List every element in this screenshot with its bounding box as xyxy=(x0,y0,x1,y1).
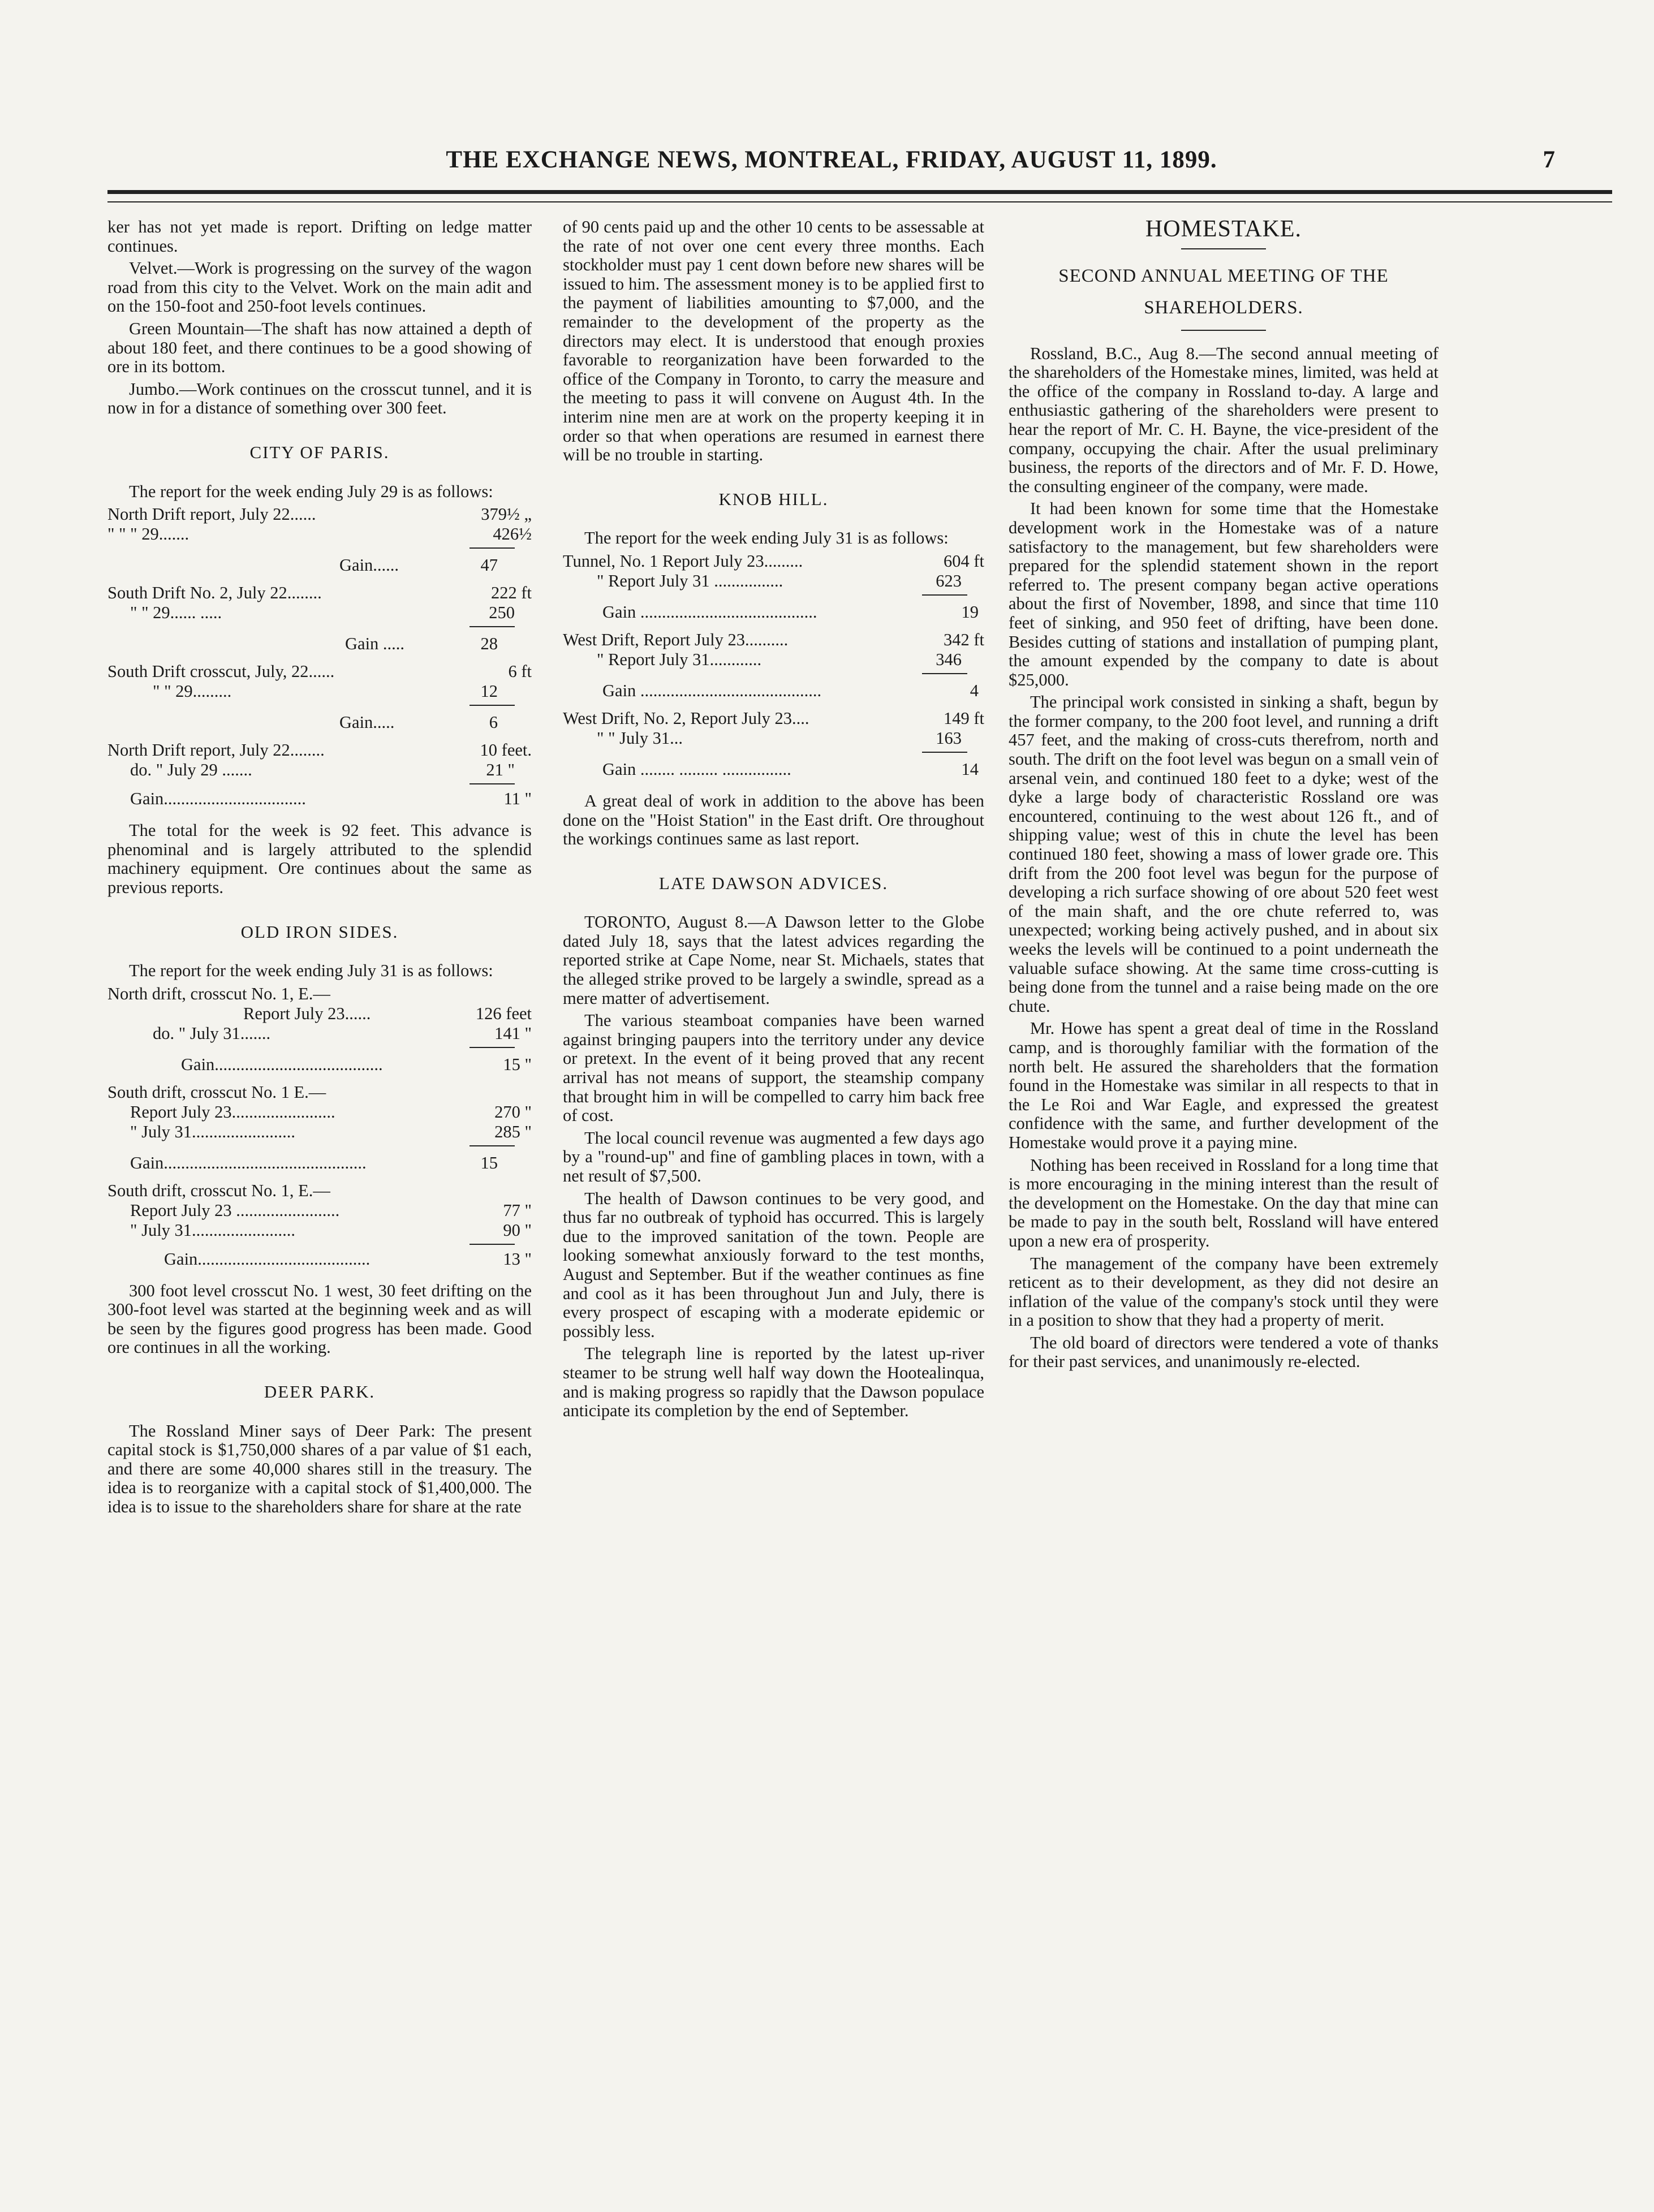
ledger-gain-row xyxy=(563,681,984,701)
ledger-value: 285 " xyxy=(494,1122,532,1141)
ledger-value: 13 " xyxy=(503,1249,532,1269)
heading-rule xyxy=(1181,330,1266,331)
article-paragraph: of 90 cents paid up and the other 10 cents to be assessable at the rate of not over one cent every three months. Each stockholder must pay 1 cent down before new shares will be issued to him. The assessment money is to be applied first to the payment of liabilities amounting to $7,000, and the remainder to the development of the property as the directors may elect. It is understood that enough proxies favorable to reorganization have been forwarded to the office of the Company in Toronto, to carry the measure and the meeting to pass it will convene on August 4th. In the interim nine men are at work on the property keeping it in order so that when operations are resumed in earnest there will be no trouble in starting. xyxy=(563,217,984,465)
section-heading-late-dawson-advices: LATE DAWSON ADVICES. xyxy=(658,873,889,893)
ledger-row xyxy=(107,583,532,603)
ledger-value: 28 xyxy=(480,634,498,654)
ledger-row xyxy=(563,571,984,591)
article-paragraph: Nothing has been received in Rossland for a long time that is more encouraging in the mining interest than the result of the development on the Homestake. On the day that mine can be made to pay in the south belt, Rossland will have entered upon a new era of prosperity. xyxy=(1009,1155,1438,1251)
article-paragraph: It had been known for some time that the Homestake development work in the Homestake was of a nature satisfactory to the management, but few shareholders were prepared for the splendid statement shown in the report referred to. The present company began active operations about the first of November, 1898, and since that time 110 feet of sinking, and 950 feet of drifting, have been done. Besides cutting of stations and installation of pumping plant, the amount expended by the company to date is about $25,000. xyxy=(1009,499,1438,689)
ledger-value: 149 ft xyxy=(943,708,984,728)
ledger-label: " " 29......... xyxy=(153,682,232,701)
column-3 xyxy=(1009,218,1438,1375)
ledger-gain-row xyxy=(107,634,532,654)
ledger-row xyxy=(563,709,984,728)
ledger-gain-row xyxy=(107,1249,532,1269)
section-heading-deer-park: DEER PARK. xyxy=(264,1382,376,1402)
page-number: 7 xyxy=(1543,146,1556,173)
article-paragraph: Mr. Howe has spent a great deal of time in the Rossland camp, and is thoroughly familiar with the formation of the north belt. He assured the shareholders that the formation found in the Homestake was similar in all respects to that in the Le Roi and War Eagle, and expressed the greatest confidence with the same, and further development of the Homestake would prove it a paying mine. xyxy=(1009,1019,1438,1152)
ledger-rule xyxy=(470,1145,515,1146)
ledger-label: North Drift report, July 22........ xyxy=(107,740,325,760)
ledger-value: 11 " xyxy=(503,789,532,809)
ledger-label: " " July 31... xyxy=(597,728,683,748)
ledger-label: Gain............................................... xyxy=(130,1153,367,1172)
report-intro: The report for the week ending July 29 is as follows: xyxy=(129,481,493,501)
article-paragraph: The old board of directors were tendered a vote of thanks for their past services, and unanimously re-elected. xyxy=(1009,1333,1438,1372)
ledger-label: North drift, crosscut No. 1, E.— xyxy=(107,984,330,1003)
city-of-paris-ledger xyxy=(107,505,532,809)
article-paragraph: A great deal of work in addition to the above has been done on the "Hoist Station" in the East drift. Ore throughout the workings continues same as last report. xyxy=(563,791,984,849)
article-paragraph: Green Mountain—The shaft has now attained a depth of about 180 feet, and there continues to be a good showing of ore in its bottom. xyxy=(107,318,532,377)
ledger-label: Gain ..... xyxy=(345,634,405,654)
article-paragraph: The Rossland Miner says of Deer Park: The present capital stock is $1,750,000 shares of a par value of $1 each, and there are some 40,000 shares still in the treasury. The idea is to reorganize with a capital stock of $1,400,000. The idea is to issue to the shareholders share for share at the rate xyxy=(107,1421,532,1517)
masthead-rule-thin xyxy=(107,201,1612,202)
ledger-rule xyxy=(470,783,515,784)
ledger-rule xyxy=(922,594,967,596)
ledger-gain-row xyxy=(107,789,532,809)
ledger-value: 346 xyxy=(936,649,962,669)
ledger-label: Gain........................................ xyxy=(164,1249,371,1269)
ledger-gain-row xyxy=(107,713,532,732)
ledger-value: 15 xyxy=(480,1153,498,1172)
ledger-label: Gain ........ ......... ................ xyxy=(602,759,791,779)
ledger-row xyxy=(107,740,532,760)
article-paragraph: ker has not yet made is report. Drifting on ledge matter continues. xyxy=(107,217,532,256)
ledger-label: South drift, crosscut No. 1, E.— xyxy=(107,1180,330,1200)
article-paragraph: The health of Dawson continues to be very good, and thus far no outbreak of typhoid has occurred. This is largely due to the improved sanitation of the town. People are looking somewhat anxiously forward to the test months, August and September. But if the weather continues as fine and cool as it has been throughout Jun and July, there is every prospect of escaping with a moderate epidemic or possibly less. xyxy=(563,1188,984,1341)
ledger-rule xyxy=(470,1047,515,1048)
ledger-label: North Drift report, July 22...... xyxy=(107,505,316,524)
ledger-label: " Report July 31 ................ xyxy=(597,571,783,590)
ledger-label: " July 31........................ xyxy=(130,1220,296,1240)
report-intro: The report for the week ending July 31 is as follows: xyxy=(129,961,493,981)
article-paragraph: The telegraph line is reported by the latest up-river steamer to be strung well half way down the Hootealinqua, and is making progress so rapidly that the Dawson populace anticipate its completion by the end of September. xyxy=(563,1344,984,1421)
ledger-label: Tunnel, No. 1 Report July 23......... xyxy=(563,551,803,571)
ledger-label: Gain .......................................... xyxy=(602,680,822,700)
ledger-label: South Drift No. 2, July 22........ xyxy=(107,583,322,603)
ledger-label: West Drift, Report July 23.......... xyxy=(563,629,789,649)
ledger-label: Gain....................................... xyxy=(181,1054,383,1074)
section-heading-old-iron-sides: OLD IRON SIDES. xyxy=(240,921,399,942)
ledger-row xyxy=(107,1122,532,1142)
ledger-rule xyxy=(470,1244,515,1245)
subheading-line: SECOND ANNUAL MEETING OF THE xyxy=(1058,265,1389,286)
article-paragraph: 300 foot level crosscut No. 1 west, 30 feet drifting on the 300-foot level was started at the beginning week and as will be seen by the figures good progress has been made. Good ore continues in all the working. xyxy=(107,1280,532,1357)
ledger-value: 6 ft xyxy=(508,662,532,682)
ledger-label: South Drift crosscut, July, 22...... xyxy=(107,662,335,682)
heading-rule xyxy=(1181,248,1266,249)
ledger-row xyxy=(563,728,984,748)
ledger-row xyxy=(563,551,984,571)
ledger-rule xyxy=(470,626,515,627)
ledger-label: " Report July 31............ xyxy=(597,649,762,669)
ledger-gain-row xyxy=(107,1055,532,1075)
ledger-row xyxy=(563,650,984,670)
ledger-value: 126 feet xyxy=(475,1003,532,1023)
ledger-row xyxy=(107,1201,532,1221)
ledger-row xyxy=(107,1004,532,1024)
ledger-row xyxy=(107,1102,532,1122)
ledger-rule xyxy=(470,547,515,549)
section-heading-knob-hill: KNOB HILL. xyxy=(718,489,829,509)
ledger-rule xyxy=(470,705,515,706)
ledger-value: 15 " xyxy=(503,1054,532,1074)
article-paragraph: Rossland, B.C., Aug 8.—The second annual meeting of the shareholders of the Homestake mines, limited, was held at the office of the company in Rossland to-day. A large and enthusiastic gathering of the shareholders were present to hear the report of Mr. C. H. Bayne, the vice-president of the company, occupying the chair. After the usual preliminary business, the reports of the directors and of Mr. F. D. Howe, the consulting engineer of the company, were made. xyxy=(1009,343,1438,496)
ledger-rule xyxy=(922,752,967,753)
article-paragraph: The total for the week is 92 feet. This advance is phenominal and is largely attributed to the splendid machinery equipment. Ore continues about the same as previous reports. xyxy=(107,821,532,897)
section-heading-city-of-paris: CITY OF PARIS. xyxy=(249,442,390,462)
ledger-gain-row xyxy=(563,760,984,779)
ledger-row xyxy=(107,1221,532,1240)
ledger-value: 426½ xyxy=(493,524,532,544)
ledger-heading xyxy=(107,1181,532,1201)
ledger-row xyxy=(107,505,532,524)
article-paragraph: The local council revenue was augmented a few days ago by a "round-up" and fine of gambling places in town, with a net result of $7,500. xyxy=(563,1128,984,1185)
ledger-value: 21 " xyxy=(486,760,515,780)
ledger-label: do. " July 29 ....... xyxy=(130,760,252,780)
article-paragraph: The management of the company have been extremely reticent as to their development, as they did not desire an inflation of the value of the company's stock until they were in a position to show that they had a property of merit. xyxy=(1009,1253,1438,1330)
article-paragraph: TORONTO, August 8.—A Dawson letter to the Globe dated July 18, says that the latest advices regarding the reported strike at Cape Nome, near St. Michaels, states that the alleged strike proved to be largely a swindle, spread as a mere matter of advertisement. xyxy=(563,912,984,1008)
ledger-label: " " " 29....... xyxy=(107,524,189,544)
ledger-value: 379½ „ xyxy=(481,505,532,524)
ledger-label: Report July 23 ........................ xyxy=(130,1200,340,1220)
column-1 xyxy=(107,218,532,1520)
ledger-row xyxy=(107,682,532,701)
ledger-value: 141 " xyxy=(494,1023,532,1043)
ledger-value: 163 xyxy=(936,728,962,748)
ledger-value: 90 " xyxy=(503,1220,532,1240)
ledger-row xyxy=(107,760,532,780)
column-2 xyxy=(563,218,984,1424)
ledger-row xyxy=(107,603,532,623)
ledger-row xyxy=(107,1024,532,1044)
ledger-gain-row xyxy=(107,1153,532,1173)
ledger-label: Gain...... xyxy=(339,555,399,575)
knob-hill-ledger xyxy=(563,551,984,779)
article-paragraph: The various steamboat companies have been warned against bringing paupers into the territory under any device or pretext. In the event of it being proved that any recent arrival has not means of support, the steamship company that brought him in will be compelled to carry him back free of cost. xyxy=(563,1011,984,1126)
ledger-row xyxy=(107,662,532,682)
ledger-value: 77 " xyxy=(503,1200,532,1220)
ledger-label: West Drift, No. 2, Report July 23.... xyxy=(563,708,809,728)
newspaper-title: THE EXCHANGE NEWS, MONTREAL, FRIDAY, AUGUST 11, 1899. xyxy=(446,146,1217,173)
ledger-label: Gain ......................................... xyxy=(602,602,817,622)
ledger-label: Gain................................. xyxy=(130,789,306,809)
ledger-label: South drift, crosscut No. 1 E.— xyxy=(107,1082,326,1102)
ledger-value: 10 feet. xyxy=(480,740,532,760)
ledger-value: 14 xyxy=(961,759,979,779)
subheading-line: SHAREHOLDERS. xyxy=(1144,297,1303,318)
ledger-value: 4 xyxy=(970,680,979,700)
ledger-value: 623 xyxy=(936,571,962,590)
ledger-gain-row xyxy=(563,602,984,622)
masthead xyxy=(107,146,1556,186)
ledger-row xyxy=(107,524,532,544)
ledger-row xyxy=(563,630,984,650)
ledger-label: " " 29...... ..... xyxy=(130,603,222,623)
section-heading-homestake: HOMESTAKE. xyxy=(1145,216,1302,242)
article-paragraph: Velvet.—Work is progressing on the survey of the wagon road from this city to the Velvet. Work on the main adit and on the 150-foot and 250-foot levels continues. xyxy=(107,258,532,316)
ledger-value: 270 " xyxy=(494,1102,532,1122)
old-iron-sides-ledger xyxy=(107,984,532,1269)
ledger-value: 12 xyxy=(480,682,498,701)
ledger-value: 342 ft xyxy=(943,629,984,649)
ledger-value: 604 ft xyxy=(943,551,984,571)
report-intro: The report for the week ending July 31 is as follows: xyxy=(584,528,949,548)
ledger-value: 250 xyxy=(489,603,515,623)
ledger-label: Report July 23........................ xyxy=(130,1102,335,1122)
ledger-heading xyxy=(107,984,532,1004)
article-paragraph: Jumbo.—Work continues on the crosscut tunnel, and it is now in for a distance of something over 300 feet. xyxy=(107,379,532,418)
ledger-label: " July 31........................ xyxy=(130,1122,296,1141)
ledger-label: do. " July 31....... xyxy=(153,1023,271,1043)
ledger-value: 47 xyxy=(480,555,498,575)
masthead-rule-thick xyxy=(107,190,1612,194)
ledger-rule xyxy=(922,673,967,674)
ledger-value: 6 xyxy=(489,713,498,732)
ledger-label: Report July 23...... xyxy=(243,1003,371,1023)
article-paragraph: The principal work consisted in sinking a shaft, begun by the former company, to the 200 foot level, and running a drift 457 feet, and the making of cross-cuts therefrom, north and south. The drift on the foot level was begun on a small vein of arsenal vein, and continued 180 feet to a dyke; west of the dyke a large body of characteristic Rossland ore was encountered, continuing to the west about 126 ft., and of shipping value; west of this in chute the level has been continued 180 feet, showing a mass of lower grade ore. This drift from the 200 foot level was begun for the purpose of developing a rich surface showing of ore about 520 feet west of the main shaft, and the ore chute referred to, was unexpected; working being actively pushed, and in about six weeks the levels will be continued to a point underneath the valuable suface showing. At the same time cross-cutting is being done from the tunnel and a raise being made on the ore chute. xyxy=(1009,692,1438,1016)
ledger-value: 222 ft xyxy=(490,583,532,603)
ledger-label: Gain..... xyxy=(339,713,395,732)
ledger-heading xyxy=(107,1083,532,1102)
ledger-value: 19 xyxy=(961,602,979,622)
ledger-gain-row xyxy=(107,555,532,575)
